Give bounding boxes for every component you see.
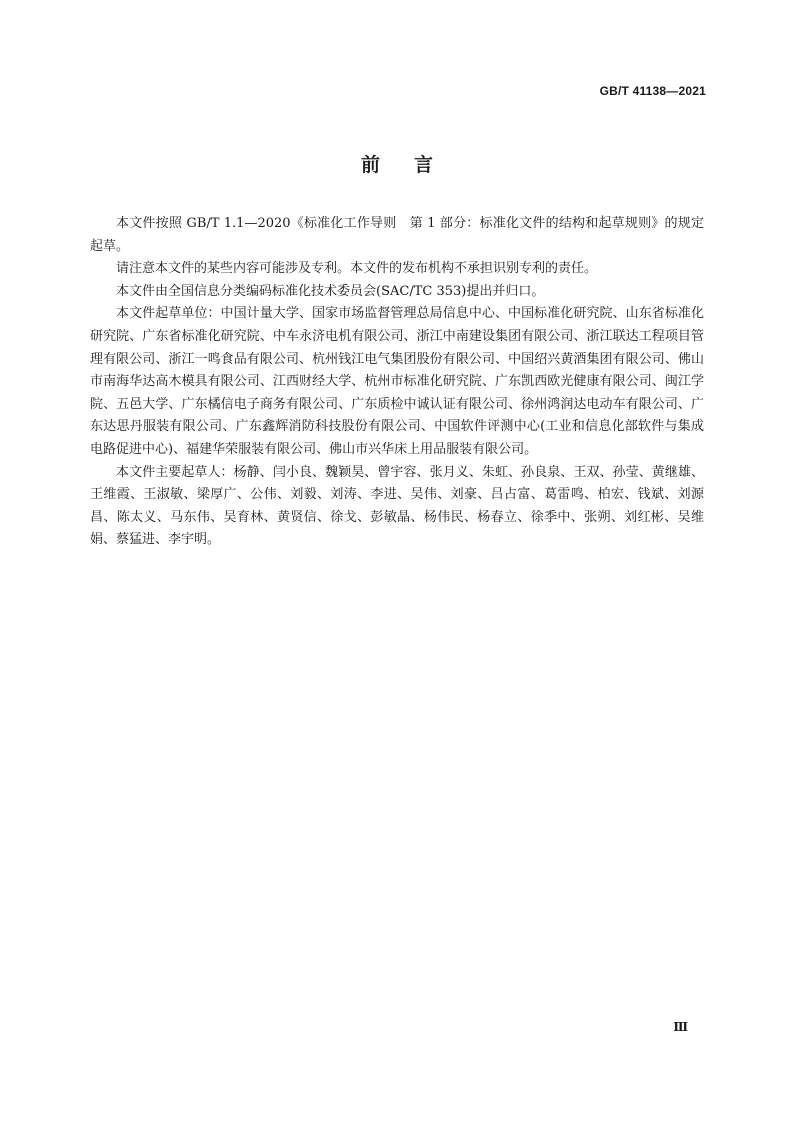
paragraph-proposer: 本文件由全国信息分类编码标准化技术委员会(SAC/TC 353)提出并归口。 <box>116 283 545 299</box>
paragraph-drafting-units: 本文件起草单位：中国计量大学、国家市场监督管理总局信息中心、中国标准化研究院、山东省标准化研究院、广东省标准化研究院、中车永济电机有限公司、浙江中南建设集团有限公司、浙江联达工程项目管理有限公司、浙江一鸣食品有限公司、杭州钱江电气集团股份有限公司、中国绍兴黄酒集团有限公司、佛山市南海华达高木模具有限公司、江西财经大学、杭州市标准化研究院、广东凯西欧光健康有限公司、闽江学院、五邑大学、广东橘信电子商务有限公司、广东质检中诚认证有限公司、徐州鸿润达电动车有限公司、广东达思丹服装有限公司、广东鑫辉消防科技股份有限公司、中国软件评测中心(工业和信息化部软件与集成电路促进中心)、福建华荣服装有限公司、佛山市兴华床上用品服装有限公司。 <box>90 306 704 457</box>
page-title: 前言 <box>360 154 467 176</box>
foreword-body <box>90 213 704 552</box>
page-number: Ⅲ <box>673 1020 688 1034</box>
paragraph-drafters: 本文件主要起草人：杨静、闫小良、魏颖昊、曾宇容、张月义、朱虹、孙良泉、王双、孙莹、黄继雄、王维霞、王淑敏、梁厚广、公伟、刘毅、刘涛、李进、吴伟、刘豪、吕占富、葛雷鸣、柏宏、钱斌、刘源昌、陈太义、马东伟、吴育林、黄贤信、徐戈、彭敏晶、杨伟民、杨春立、徐季中、张朔、刘红彬、吴维娟、蔡猛进、李宇明。 <box>90 464 704 548</box>
document-code: GB/T 41138—2021 <box>599 84 706 98</box>
paragraph-drafting-rules: 本文件按照 GB/T 1.1—2020《标准化工作导则 第 1 部分：标准化文件的结构和起草规则》的规定起草。 <box>90 216 704 254</box>
paragraph-patent-notice: 请注意本文件的某些内容可能涉及专利。本文件的发布机构不承担识别专利的责任。 <box>116 261 598 277</box>
